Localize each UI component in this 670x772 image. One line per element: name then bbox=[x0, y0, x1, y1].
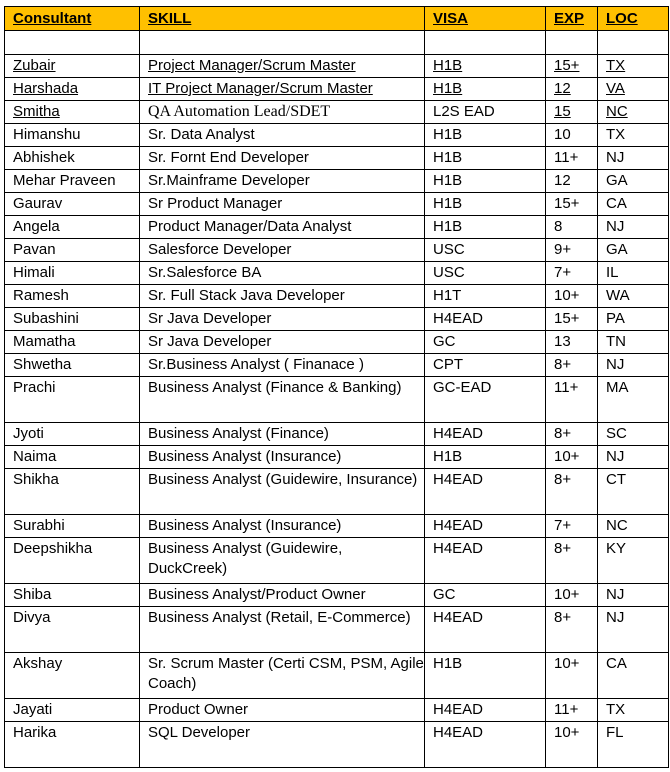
cell-name: Jayati bbox=[5, 699, 140, 722]
cell-skill: Sr. Scrum Master (Certi CSM, PSM, Agile Coach) bbox=[140, 653, 425, 699]
cell-exp: 7+ bbox=[546, 515, 598, 538]
table-row bbox=[5, 584, 669, 607]
cell-exp: 10+ bbox=[546, 285, 598, 308]
cell-loc: NJ bbox=[598, 446, 669, 469]
consultant-table bbox=[4, 6, 669, 768]
cell-exp: 10+ bbox=[546, 653, 598, 699]
cell-visa: H1B bbox=[425, 653, 546, 699]
cell-visa: GC-EAD bbox=[425, 377, 546, 423]
cell-skill: Business Analyst (Retail, E-Commerce) bbox=[140, 607, 425, 653]
cell-visa: H4EAD bbox=[425, 469, 546, 515]
cell-skill: Business Analyst (Finance) bbox=[140, 423, 425, 446]
table-row bbox=[5, 55, 669, 78]
table-row bbox=[5, 285, 669, 308]
blank-cell bbox=[546, 31, 598, 55]
cell-skill: Salesforce Developer bbox=[140, 239, 425, 262]
table-row bbox=[5, 170, 669, 193]
blank-cell bbox=[140, 31, 425, 55]
cell-visa: H1B bbox=[425, 216, 546, 239]
cell-name: Harshada bbox=[5, 78, 140, 101]
cell-skill: Business Analyst (Finance & Banking) bbox=[140, 377, 425, 423]
cell-name: Smitha bbox=[5, 101, 140, 124]
blank-row bbox=[5, 31, 669, 55]
cell-exp: 8+ bbox=[546, 538, 598, 584]
table-row bbox=[5, 423, 669, 446]
cell-visa: H1B bbox=[425, 124, 546, 147]
cell-loc: NJ bbox=[598, 216, 669, 239]
cell-exp: 15+ bbox=[546, 55, 598, 78]
cell-loc: KY bbox=[598, 538, 669, 584]
table-row bbox=[5, 377, 669, 423]
cell-visa: H1T bbox=[425, 285, 546, 308]
cell-skill: QA Automation Lead/SDET bbox=[140, 101, 425, 124]
cell-exp: 10+ bbox=[546, 584, 598, 607]
cell-name: Subashini bbox=[5, 308, 140, 331]
cell-name: Shiba bbox=[5, 584, 140, 607]
cell-skill: SQL Developer bbox=[140, 722, 425, 768]
cell-skill: Business Analyst (Insurance) bbox=[140, 515, 425, 538]
cell-visa: GC bbox=[425, 584, 546, 607]
table-row bbox=[5, 469, 669, 515]
cell-skill: Sr Java Developer bbox=[140, 331, 425, 354]
cell-skill: Sr.Salesforce BA bbox=[140, 262, 425, 285]
table-row bbox=[5, 515, 669, 538]
cell-exp: 10+ bbox=[546, 446, 598, 469]
cell-exp: 11+ bbox=[546, 377, 598, 423]
cell-visa: GC bbox=[425, 331, 546, 354]
cell-exp: 12 bbox=[546, 78, 598, 101]
header-skill: SKILL bbox=[140, 7, 425, 31]
cell-visa: H4EAD bbox=[425, 515, 546, 538]
cell-visa: CPT bbox=[425, 354, 546, 377]
cell-skill: Business Analyst/Product Owner bbox=[140, 584, 425, 607]
table-row bbox=[5, 653, 669, 699]
table-row bbox=[5, 308, 669, 331]
cell-visa: H4EAD bbox=[425, 423, 546, 446]
cell-exp: 11+ bbox=[546, 699, 598, 722]
cell-exp: 8+ bbox=[546, 607, 598, 653]
header-visa: VISA bbox=[425, 7, 546, 31]
cell-exp: 8 bbox=[546, 216, 598, 239]
cell-exp: 15 bbox=[546, 101, 598, 124]
blank-cell bbox=[5, 31, 140, 55]
table-row bbox=[5, 193, 669, 216]
table-row bbox=[5, 216, 669, 239]
cell-name: Angela bbox=[5, 216, 140, 239]
cell-loc: TX bbox=[598, 699, 669, 722]
blank-cell bbox=[425, 31, 546, 55]
cell-name: Divya bbox=[5, 607, 140, 653]
cell-skill: Business Analyst (Guidewire, DuckCreek) bbox=[140, 538, 425, 584]
cell-name: Gaurav bbox=[5, 193, 140, 216]
cell-visa: H1B bbox=[425, 78, 546, 101]
cell-visa: H4EAD bbox=[425, 308, 546, 331]
blank-cell bbox=[598, 31, 669, 55]
cell-name: Ramesh bbox=[5, 285, 140, 308]
table-row bbox=[5, 124, 669, 147]
cell-visa: H1B bbox=[425, 170, 546, 193]
cell-name: Harika bbox=[5, 722, 140, 768]
cell-exp: 12 bbox=[546, 170, 598, 193]
cell-visa: USC bbox=[425, 262, 546, 285]
cell-loc: VA bbox=[598, 78, 669, 101]
cell-loc: NJ bbox=[598, 607, 669, 653]
cell-visa: H4EAD bbox=[425, 538, 546, 584]
cell-skill: Business Analyst (Insurance) bbox=[140, 446, 425, 469]
cell-visa: H1B bbox=[425, 193, 546, 216]
cell-name: Prachi bbox=[5, 377, 140, 423]
cell-loc: NJ bbox=[598, 147, 669, 170]
cell-skill: Sr Product Manager bbox=[140, 193, 425, 216]
cell-loc: WA bbox=[598, 285, 669, 308]
header-exp: EXP bbox=[546, 7, 598, 31]
cell-name: Akshay bbox=[5, 653, 140, 699]
table-row bbox=[5, 607, 669, 653]
cell-name: Himanshu bbox=[5, 124, 140, 147]
table-row bbox=[5, 78, 669, 101]
table-row bbox=[5, 446, 669, 469]
table-row bbox=[5, 101, 669, 124]
cell-name: Shikha bbox=[5, 469, 140, 515]
cell-loc: IL bbox=[598, 262, 669, 285]
cell-skill: Product Owner bbox=[140, 699, 425, 722]
cell-skill: Sr.Mainframe Developer bbox=[140, 170, 425, 193]
header-loc: LOC bbox=[598, 7, 669, 31]
cell-loc: NC bbox=[598, 101, 669, 124]
cell-exp: 8+ bbox=[546, 423, 598, 446]
cell-exp: 13 bbox=[546, 331, 598, 354]
table-row bbox=[5, 331, 669, 354]
cell-name: Surabhi bbox=[5, 515, 140, 538]
table-row bbox=[5, 147, 669, 170]
cell-exp: 9+ bbox=[546, 239, 598, 262]
cell-visa: L2S EAD bbox=[425, 101, 546, 124]
cell-visa: H4EAD bbox=[425, 607, 546, 653]
table-row bbox=[5, 262, 669, 285]
table-row bbox=[5, 354, 669, 377]
cell-name: Deepshikha bbox=[5, 538, 140, 584]
cell-skill: Project Manager/Scrum Master bbox=[140, 55, 425, 78]
cell-loc: GA bbox=[598, 170, 669, 193]
cell-name: Abhishek bbox=[5, 147, 140, 170]
cell-name: Mehar Praveen bbox=[5, 170, 140, 193]
table-row bbox=[5, 239, 669, 262]
cell-exp: 7+ bbox=[546, 262, 598, 285]
cell-name: Naima bbox=[5, 446, 140, 469]
cell-loc: NJ bbox=[598, 584, 669, 607]
cell-exp: 10+ bbox=[546, 722, 598, 768]
cell-name: Himali bbox=[5, 262, 140, 285]
cell-loc: CT bbox=[598, 469, 669, 515]
header-row bbox=[5, 7, 669, 31]
cell-exp: 8+ bbox=[546, 354, 598, 377]
cell-skill: Sr. Fornt End Developer bbox=[140, 147, 425, 170]
cell-loc: CA bbox=[598, 193, 669, 216]
cell-visa: H4EAD bbox=[425, 722, 546, 768]
cell-visa: H1B bbox=[425, 147, 546, 170]
cell-name: Zubair bbox=[5, 55, 140, 78]
cell-exp: 10 bbox=[546, 124, 598, 147]
cell-skill: Sr.Business Analyst ( Finanace ) bbox=[140, 354, 425, 377]
cell-loc: GA bbox=[598, 239, 669, 262]
cell-exp: 11+ bbox=[546, 147, 598, 170]
cell-loc: NC bbox=[598, 515, 669, 538]
cell-name: Shwetha bbox=[5, 354, 140, 377]
cell-name: Mamatha bbox=[5, 331, 140, 354]
cell-skill: Sr. Full Stack Java Developer bbox=[140, 285, 425, 308]
cell-visa: H1B bbox=[425, 55, 546, 78]
cell-skill: Product Manager/Data Analyst bbox=[140, 216, 425, 239]
cell-visa: USC bbox=[425, 239, 546, 262]
cell-skill: Sr Java Developer bbox=[140, 308, 425, 331]
cell-loc: TX bbox=[598, 55, 669, 78]
cell-loc: TN bbox=[598, 331, 669, 354]
cell-visa: H1B bbox=[425, 446, 546, 469]
cell-visa: H4EAD bbox=[425, 699, 546, 722]
cell-name: Pavan bbox=[5, 239, 140, 262]
cell-loc: PA bbox=[598, 308, 669, 331]
cell-loc: TX bbox=[598, 124, 669, 147]
cell-loc: MA bbox=[598, 377, 669, 423]
cell-exp: 15+ bbox=[546, 193, 598, 216]
cell-exp: 15+ bbox=[546, 308, 598, 331]
cell-exp: 8+ bbox=[546, 469, 598, 515]
cell-skill: IT Project Manager/Scrum Master bbox=[140, 78, 425, 101]
cell-name: Jyoti bbox=[5, 423, 140, 446]
cell-skill: Business Analyst (Guidewire, Insurance) bbox=[140, 469, 425, 515]
table-row bbox=[5, 538, 669, 584]
cell-loc: NJ bbox=[598, 354, 669, 377]
cell-loc: FL bbox=[598, 722, 669, 768]
cell-loc: SC bbox=[598, 423, 669, 446]
table-row bbox=[5, 699, 669, 722]
cell-loc: CA bbox=[598, 653, 669, 699]
table-row bbox=[5, 722, 669, 768]
cell-skill: Sr. Data Analyst bbox=[140, 124, 425, 147]
header-consultant: Consultant bbox=[5, 7, 140, 31]
